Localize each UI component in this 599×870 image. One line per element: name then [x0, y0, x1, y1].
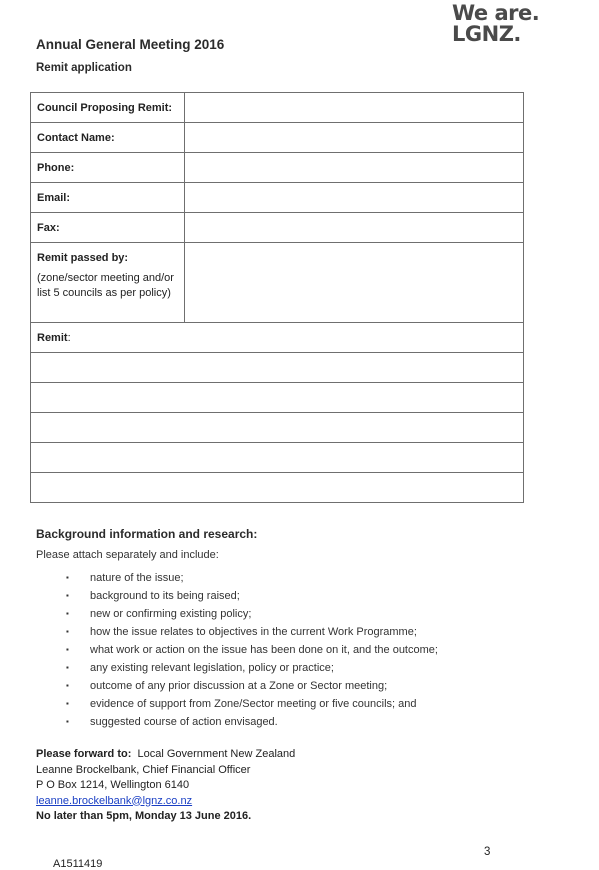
- list-item: [66, 659, 566, 677]
- list-item-text: any existing relevant legislation, policy or practice;: [90, 662, 334, 674]
- lgnz-logo: [452, 3, 539, 45]
- remit-line-field[interactable]: [31, 473, 524, 503]
- bullet-icon: ▪: [66, 645, 69, 654]
- list-item: [66, 623, 566, 641]
- list-item-text: what work or action on the issue has been done on it, and the outcome;: [90, 644, 438, 656]
- remit-label-cell[interactable]: [31, 323, 524, 353]
- phone-field[interactable]: [185, 153, 524, 183]
- form-row-phone: [31, 153, 524, 183]
- page-number: 3: [484, 846, 491, 858]
- form-row-fax: [31, 213, 524, 243]
- document-subtitle: Remit application: [36, 62, 132, 74]
- fax-label: Fax:: [31, 213, 185, 243]
- phone-label: Phone:: [31, 153, 185, 183]
- document-reference: A1511419: [53, 858, 103, 870]
- remit-label-colon: :: [67, 331, 71, 344]
- document-title: Annual General Meeting 2016: [36, 37, 225, 52]
- list-item: [66, 713, 566, 731]
- list-item: [66, 569, 566, 587]
- bullet-icon: ▪: [66, 591, 69, 600]
- remit-label: Remit: [37, 331, 68, 344]
- bullet-icon: ▪: [66, 699, 69, 708]
- list-item-text: evidence of support from Zone/Sector meeting or five councils; and: [90, 698, 417, 710]
- background-heading: Background information and research:: [36, 527, 258, 541]
- list-item-text: nature of the issue;: [90, 572, 184, 584]
- list-item: [66, 605, 566, 623]
- bullet-icon: ▪: [66, 609, 69, 618]
- list-item-text: outcome of any prior discussion at a Zone or Sector meeting;: [90, 680, 388, 692]
- bullet-icon: ▪: [66, 717, 69, 726]
- bullet-icon: ▪: [66, 573, 69, 582]
- forward-block: [36, 747, 295, 825]
- list-item: [66, 695, 566, 713]
- passed-by-label: Remit passed by:: [37, 252, 129, 264]
- remit-line: [31, 473, 524, 503]
- fax-field[interactable]: [185, 213, 524, 243]
- remit-line: [31, 383, 524, 413]
- form-row-passed-by: [31, 243, 524, 323]
- list-item-text: suggested course of action envisaged.: [90, 716, 278, 728]
- council-field[interactable]: [185, 93, 524, 123]
- forward-deadline: No later than 5pm, Monday 13 June 2016.: [36, 810, 252, 822]
- forward-organisation: Local Government New Zealand: [137, 748, 296, 760]
- remit-application-form: [30, 92, 524, 503]
- form-row-email: [31, 183, 524, 213]
- remit-line: [31, 443, 524, 473]
- remit-line: [31, 413, 524, 443]
- passed-by-field[interactable]: [185, 243, 524, 323]
- bullet-icon: ▪: [66, 681, 69, 690]
- contact-name-field[interactable]: [185, 123, 524, 153]
- form-row-council: [31, 93, 524, 123]
- forward-address: P O Box 1214, Wellington 6140: [36, 779, 190, 791]
- list-item: [66, 641, 566, 659]
- council-label: Council Proposing Remit:: [31, 93, 185, 123]
- background-list: [66, 569, 566, 731]
- logo-line-1: We are.: [452, 1, 540, 25]
- email-field[interactable]: [185, 183, 524, 213]
- list-item-text: new or confirming existing policy;: [90, 608, 252, 620]
- logo-line-2: LGNZ.: [452, 22, 521, 46]
- list-item-text: how the issue relates to objectives in the current Work Programme;: [90, 626, 417, 638]
- remit-line-field[interactable]: [31, 443, 524, 473]
- email-label: Email:: [31, 183, 185, 213]
- list-item: [66, 677, 566, 695]
- forward-line: [36, 747, 295, 763]
- remit-line-field[interactable]: [31, 413, 524, 443]
- forward-label: Please forward to: [36, 748, 128, 760]
- forward-label-colon: :: [127, 748, 132, 760]
- form-row-remit-label: [31, 323, 524, 353]
- remit-line: [31, 353, 524, 383]
- contact-name-label: Contact Name:: [31, 123, 185, 153]
- remit-line-field[interactable]: [31, 383, 524, 413]
- list-item-text: background to its being raised;: [90, 590, 240, 602]
- passed-by-label-cell: [31, 243, 185, 323]
- bullet-icon: ▪: [66, 663, 69, 672]
- bullet-icon: ▪: [66, 627, 69, 636]
- remit-line-field[interactable]: [31, 353, 524, 383]
- forward-email-link[interactable]: leanne.brockelbank@lgnz.co.nz: [36, 794, 193, 807]
- list-item: [66, 587, 566, 605]
- form-row-contact: [31, 123, 524, 153]
- passed-by-note: (zone/sector meeting and/or list 5 councils as per policy): [37, 272, 174, 299]
- forward-contact: Leanne Brockelbank, Chief Financial Officer: [36, 763, 251, 776]
- background-intro: Please attach separately and include:: [36, 549, 219, 561]
